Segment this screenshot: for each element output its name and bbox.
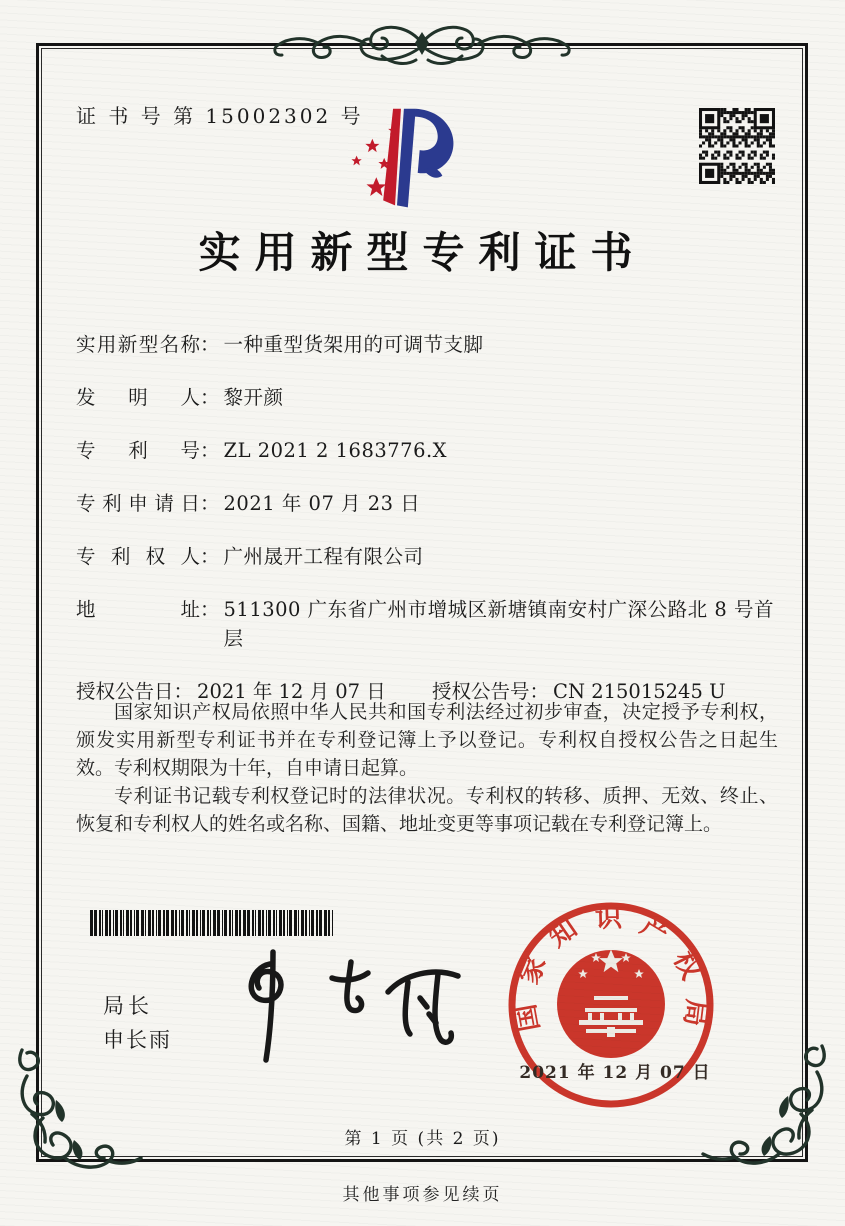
field-value-inventor: 黎开颜: [223, 386, 284, 409]
continuation-note: 其他事项参见续页: [342, 1185, 503, 1205]
field-value-address: 511300 广东省广州市增城区新塘镇南安村广深公路北 8 号首层: [223, 598, 774, 650]
field-label: 专利申请日: [76, 492, 200, 515]
field-colon: ：: [200, 439, 220, 462]
field-label: 专利号: [76, 439, 200, 462]
field-colon: ：: [529, 680, 550, 703]
field-label: 地址: [76, 598, 200, 621]
field-row-patentee: [76, 542, 776, 571]
field-value-patent-number: ZL 2021 2 1683776.X: [223, 439, 448, 462]
legal-paragraph-1: 国家知识产权局依照中华人民共和国专利法经过初步审查，决定授予专利权，颁发实用新型专利证书并在专利登记簿上予以登记。专利权自授权公告之日起生效。专利权期限为十年，自申请日起算。: [76, 701, 778, 779]
field-value-grant-number: CN 215015245 U: [553, 680, 726, 703]
official-seal: [500, 896, 722, 1118]
certificate-fields: [76, 330, 776, 706]
legal-text-block: [76, 698, 778, 838]
field-value-filing-date: 2021 年 07 月 23 日: [223, 492, 421, 515]
field-colon: ：: [200, 598, 220, 621]
field-row-filing-date: [76, 489, 776, 518]
field-colon: ：: [173, 680, 194, 703]
field-colon: ：: [200, 386, 220, 409]
field-colon: ：: [200, 333, 220, 356]
national-emblem: [557, 950, 665, 1059]
page-number: 第 1 页 (共 2 页): [344, 1129, 501, 1149]
barcode: [90, 910, 334, 936]
legal-paragraph-2: 专利证书记载专利权登记时的法律状况。专利权的转移、质押、无效、终止、恢复和专利权人的姓名或名称、国籍、地址变更等事项记载在专利登记簿上。: [76, 785, 778, 835]
field-row-utility-model-name: [76, 330, 776, 359]
field-colon: ：: [200, 492, 220, 515]
field-label: 专利权人: [76, 545, 200, 568]
field-label: 实用新型名称: [76, 333, 200, 356]
certificate-number: 证 书 号 第 15002302 号: [76, 104, 364, 128]
field-row-address: [76, 595, 776, 653]
field-label: 发明人: [76, 386, 200, 409]
field-value-patentee: 广州晟开工程有限公司: [223, 545, 424, 568]
certificate-title: 实用新型专利证书: [198, 228, 647, 277]
field-value-grant-date: 2021 年 12 月 07 日: [197, 680, 386, 703]
seal-grant-date: 2021 年 12 月 07 日: [519, 1063, 711, 1083]
field-value-utility-model-name: 一种重型货架用的可调节支脚: [223, 333, 484, 356]
field-label: 授权公告日: [76, 680, 174, 703]
director-signature: [222, 946, 478, 1070]
qr-code: [699, 108, 775, 184]
seal-text: 国家知识产权局: [510, 902, 712, 1034]
field-label: 授权公告号: [432, 680, 530, 703]
bottom-left-corner-ornament: [12, 1046, 144, 1188]
field-colon: ：: [200, 545, 220, 568]
top-border-flourish-ornament: [252, 12, 592, 76]
cnipa-logo: [328, 104, 466, 216]
director-title-label: 局长: [103, 994, 153, 1018]
director-name: 申长雨: [103, 1028, 172, 1052]
field-row-patent-number: [76, 436, 776, 465]
field-row-inventor: [76, 383, 776, 412]
